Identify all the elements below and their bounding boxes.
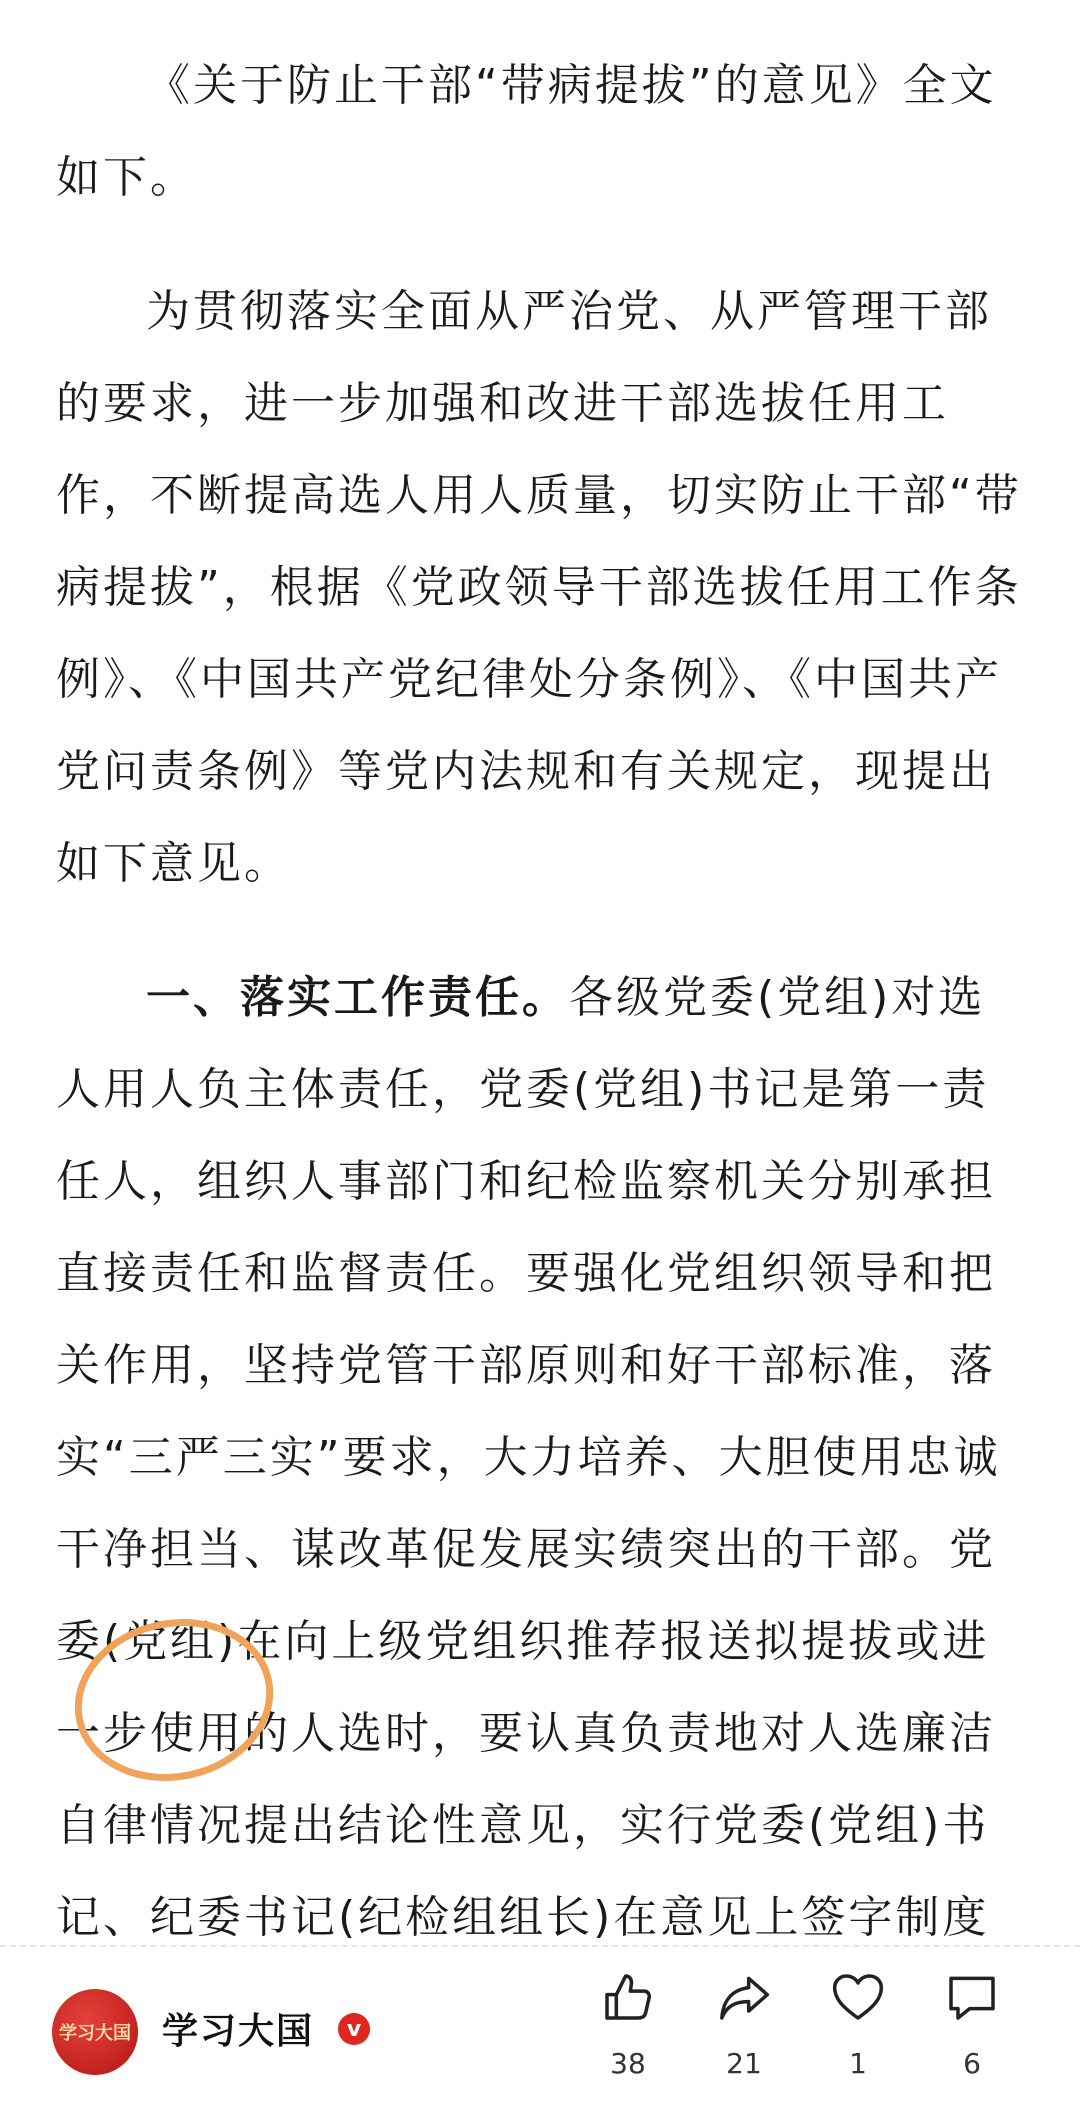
favorite-count: 1 [849, 2047, 867, 2080]
account-avatar[interactable]: 学习大国 [52, 1989, 138, 2075]
like-count: 38 [610, 2047, 646, 2080]
comment-bubble-icon [944, 1969, 1000, 2025]
share-button[interactable] [694, 1969, 794, 2080]
thumbs-up-icon [600, 1969, 656, 2025]
section-heading: 一、落实工作责任。 [146, 972, 569, 1023]
section-body: 各级党委(党组)对选人用人负主体责任，党委(党组)书记是第一责任人，组织人事部门和纪检监察机关分别承担直接责任和监督责任。要强化党组织领导和把关作用，坚持党管干部原则和好干部标准，落实“三严三实”要求，大力培养、大胆使用忠诚干净担当、谋改革促发展实绩突出的干部。党委(党组)在向上级党组织推荐报送拟提拔或进一步使用的人选时，要认真负责地对人选廉洁自律情况提出结论性意见，实行党委(党组)书记、纪委书记(纪检组组长)在意见上签字制度 [56, 972, 1001, 1943]
like-button[interactable] [578, 1969, 678, 2080]
comment-button[interactable] [922, 1969, 1022, 2080]
favorite-button[interactable] [808, 1969, 908, 2080]
article-intro: 《关于防止干部“带病提拔”的意见》全文如下。 [56, 60, 997, 203]
article-paragraph-2 [56, 952, 1026, 1964]
share-count: 21 [726, 2047, 762, 2080]
article-paragraph-1: 为贯彻落实全面从严治党、从严管理干部的要求，进一步加强和改进干部选拔任用工作，不断提高选人用人质量，切实防止干部“带病提拔”，根据《党政领导干部选拔任用工作条例》、《中国共产党纪律处分条例》、《中国共产党问责条例》等党内法规和有关规定，现提出如下意见。 [56, 286, 1022, 889]
bottom-action-bar [0, 1945, 1080, 2111]
comment-count: 6 [963, 2047, 981, 2080]
share-arrow-icon [716, 1969, 772, 2025]
account-name[interactable]: 学习大国 [162, 2011, 315, 2052]
verified-badge: v [338, 2013, 370, 2045]
heart-icon [830, 1969, 886, 2025]
